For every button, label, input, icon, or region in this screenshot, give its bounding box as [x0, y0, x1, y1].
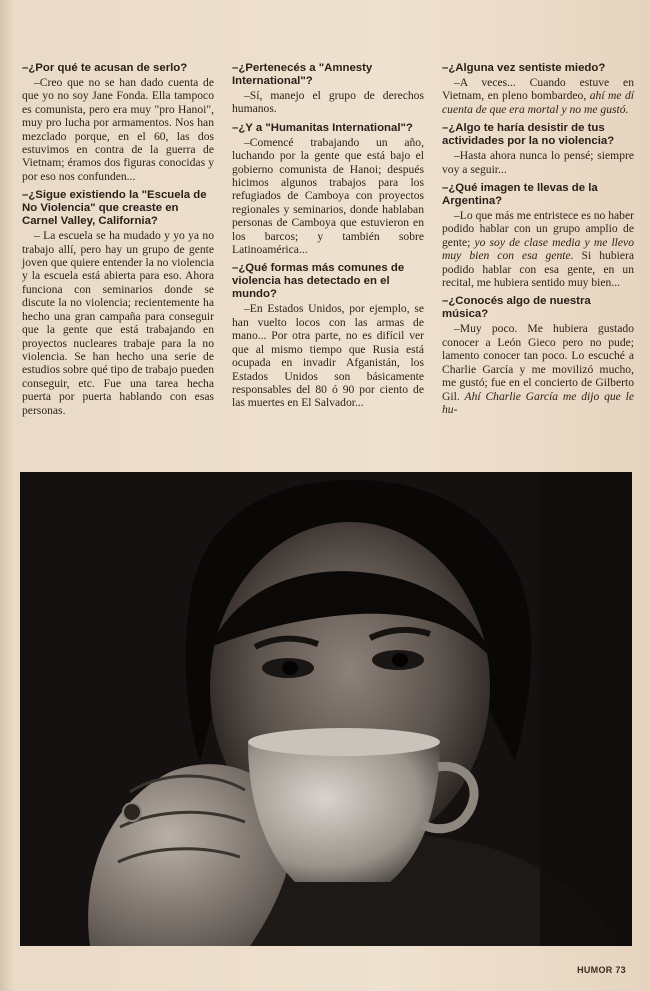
- answer: – La escuela se ha mudado y yo ya no trabajo allí, pero hay un grupo de gente joven que quiere entender la no violencia y la escuela está abierta para eso. Ahora funciona con seminarios donde se discute la no violencia; recientemente ha hecho una gran campaña para conseguir que la gente que está trabajando en proyectos nucleares trabaje para la no violencia. Se han hecho una serie de estudios sobre qué tipo de trabajo pueden conseguir, etc. Fue una tarea hecha puerta por puerta hablando con esas personas.: [22, 229, 214, 417]
- question: –¿Algo te haría desistir de tus actividades por la no violencia?: [442, 122, 615, 148]
- question: –¿Alguna vez sentiste miedo?: [442, 62, 606, 74]
- question: –¿Qué imagen te llevas de la Argentina?: [442, 182, 598, 208]
- portrait-photo: [20, 472, 632, 946]
- question: –¿Conocés algo de nuestra música?: [442, 295, 591, 321]
- answer: [442, 76, 634, 116]
- answer: –Creo que no se han dado cuenta de que yo no soy Jane Fonda. Ella tampoco es comunista, pero era muy "pro Hanoi", muy pro lucha por armamentos. Nos han mezclado porque, en el 60, las dos estuvimos en contra de la guerra de Vietnam; éramos dos figuras conocidas y por eso nos confunden...: [22, 76, 214, 183]
- answer: [442, 209, 634, 289]
- question: –¿Y a "Humanitas International"?: [232, 121, 413, 134]
- question: –¿Sigue existiendo la "Escuela de No Violencia" que creaste en Carnel Valley, California?: [22, 189, 207, 228]
- answer-text: –Lo que más me entristece es no haber podido hablar con un grupo amplio de gente;: [442, 209, 634, 249]
- answer-text: –Muy poco. Me hubiera gustado conocer a León Gieco pero no pude; lamento conocer tan poco. Lo escuché a Charlie García y me movilizó mucho, me gustó; fue en el concierto de Gilberto Gil.: [442, 322, 634, 403]
- question: –¿Qué formas más comunes de violencia has detectado en el mundo?: [232, 262, 405, 301]
- page-number: HUMOR 73: [577, 965, 626, 975]
- question: –¿Pertenecés a "Amnesty International"?: [232, 62, 373, 87]
- answer-text: –A veces... Cuando estuve en Vietnam, en pleno bombardeo,: [442, 76, 634, 103]
- column-1: [22, 62, 214, 423]
- answer: [442, 322, 634, 416]
- column-3: [442, 62, 634, 422]
- answer: –En Estados Unidos, por ejemplo, se han vuelto locos con las armas de mano... Por otra parte, no es difícil ver que al mismo tiempo que Rusia está ocupada en invadir Afganistán, los Estados Unidos son básicamente responsables del 80 ó 90 por ciento de las muertes en El Salvador...: [232, 302, 424, 410]
- answer-italic: Ahí Charlie García me dijo que le hu-: [442, 389, 634, 416]
- answer-italic: yo soy de clase media y me llevo muy bien con esa gente.: [442, 235, 634, 263]
- portrait-illustration: [20, 472, 632, 946]
- column-2: [232, 62, 424, 416]
- question: –¿Por qué te acusan de serlo?: [22, 62, 188, 74]
- answer: –Comencé trabajando un año, luchando por la gente que está bajo el gobierno comunista de Hanoi; después hicimos algunos trabajos para los refugiados de Camboya con proyectos regionales y seminarios, donde hablaban personas de Camboya que estuvieron en los barcos; y también sobre Latinoamérica...: [232, 135, 424, 257]
- answer: –Hasta ahora nunca lo pensé; siempre voy a seguir...: [442, 149, 634, 176]
- answer: –Sí, manejo el grupo de derechos humanos.: [232, 89, 424, 116]
- answer-italic: ahí me dí cuenta de que era mortal y no me gustó.: [442, 89, 634, 116]
- answer-text: Si hubiera podido hablar con esa gente, en un recital, me hubiera sentido muy bien...: [442, 249, 634, 290]
